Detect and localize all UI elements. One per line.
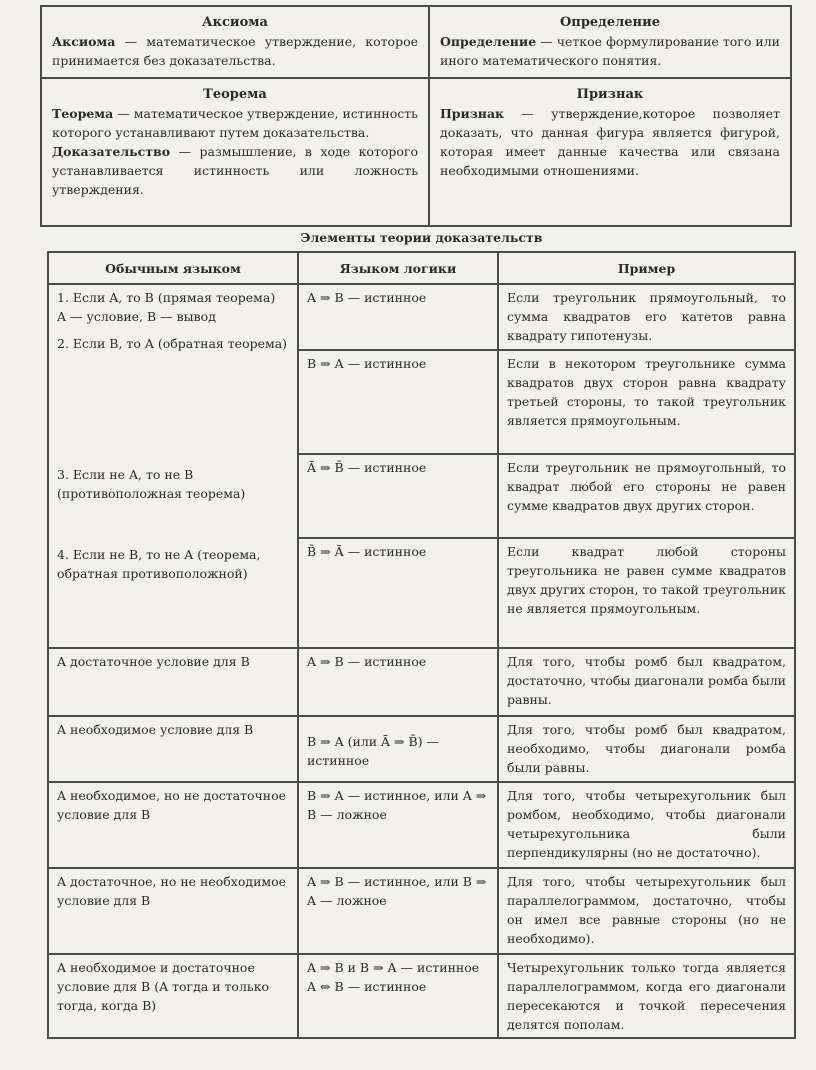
- proof-table-title: Элементы теории доказательств: [300, 230, 543, 245]
- table-row: [48, 454, 795, 538]
- table-row: [48, 284, 795, 350]
- axiom-term: Аксиома: [52, 34, 116, 49]
- header-logic: Языком логики: [298, 252, 498, 284]
- logic-cell: A ⇒ B — истинное: [298, 648, 498, 716]
- sign-term: Признак: [440, 106, 505, 121]
- sign-title: Признак: [576, 87, 644, 102]
- logic-cell: A ⇒ B — истинное, или B ⇒ A — ложное: [298, 868, 498, 954]
- definitions-right-column: [430, 7, 790, 225]
- plain-cell: A достаточное условие для B: [48, 648, 298, 716]
- theorem-title: Теорема: [203, 87, 267, 102]
- sign-text: Признак — утверждение,которое позволяет доказать, что данная фигура является фигурой, которая имеет данные качества или связана необходимыми отношениями.: [440, 106, 780, 178]
- definition-cell: [430, 7, 790, 79]
- axiom-text: Аксиома — математическое утверждение, которое принимается без доказательства.: [52, 34, 418, 68]
- example-cell: Для того, чтобы четырехугольник был параллелограммом, достаточно, чтобы он имел все равные стороны (но не необходимо).: [498, 868, 795, 954]
- example-cell: Для того, чтобы четырехугольник был ромбом, необходимо, чтобы диагонали четырехугольника были перпендикулярны (но не достаточно).: [498, 782, 795, 868]
- logic-cell: B ⇒ A (или Ā ⇒ B̄) — истинное: [298, 716, 498, 782]
- definition-text: Определение — четкое формулирование того или иного математического понятия.: [440, 34, 780, 68]
- proof-term: Доказательство: [52, 144, 171, 159]
- table-row: [48, 868, 795, 954]
- logic-cell: A ⇒ B — истинное: [298, 284, 498, 350]
- proof-text: Доказательство — размышление, в ходе которого устанавливается истинность или ложность утверждения.: [52, 144, 418, 197]
- proof-table: [47, 251, 796, 1039]
- example-cell: Для того, чтобы ромб был квадратом, достаточно, чтобы диагонали ромба были равны.: [498, 648, 795, 716]
- logic-cell: Ā ⇒ B̄ — истинное: [298, 454, 498, 538]
- example-cell: Четырехугольник только тогда является параллелограммом, когда его диагонали пересекаются и точкой пересечения делятся пополам.: [498, 954, 795, 1038]
- example-cell: Если в некотором треугольнике сумма квадратов двух сторон равна квадрату третьей стороны, то такой треугольник является прямоугольным.: [498, 350, 795, 454]
- plain-cell: 3. Если не A, то не B (противоположная теорема) 4. Если не B, то не A (теорема, обратная противоположной): [48, 454, 298, 648]
- theorem-term: Теорема: [52, 106, 114, 121]
- sign-cell: [430, 79, 790, 184]
- table-row: [48, 648, 795, 716]
- logic-cell: B̄ ⇒ Ā — истинное: [298, 538, 498, 648]
- header-example: Пример: [498, 252, 795, 284]
- example-cell: Для того, чтобы ромб был квадратом, необходимо, чтобы диагонали ромба были равны.: [498, 716, 795, 782]
- theorem-cell: [42, 79, 428, 203]
- logic-cell: B ⇒ A — истинное: [298, 350, 498, 454]
- axiom-title: Аксиома: [202, 15, 268, 30]
- definition-title: Определение: [559, 15, 660, 30]
- definition-term: Определение: [440, 34, 537, 49]
- logic-cell: B ⇒ A — истинное, или A ⇒ B — ложное: [298, 782, 498, 868]
- theorem-text: Теорема — математическое утверждение, истинность которого устанавливают путем доказательства.: [52, 106, 418, 140]
- table-row: [48, 954, 795, 1038]
- header-plain: Обычным языком: [48, 252, 298, 284]
- plain-cell: A достаточное, но не необходимое условие для B: [48, 868, 298, 954]
- axiom-cell: [42, 7, 428, 79]
- table-header-row: [48, 252, 795, 284]
- table-row: [48, 716, 795, 782]
- example-cell: Если треугольник прямоугольный, то сумма квадратов его катетов равна квадрату гипотенузы.: [498, 284, 795, 350]
- table-row: [48, 782, 795, 868]
- plain-cell: A необходимое, но не достаточное условие для B: [48, 782, 298, 868]
- example-cell: Если треугольник не прямоугольный, то квадрат любой его стороны не равен сумме квадратов двух других сторон.: [498, 454, 795, 538]
- plain-cell: A необходимое условие для B: [48, 716, 298, 782]
- logic-cell: A ⇒ B и B ⇒ A — истинное A ⇔ B — истинное: [298, 954, 498, 1038]
- definitions-box: [40, 5, 792, 227]
- definitions-left-column: [42, 7, 430, 225]
- plain-cell: 1. Если A, то B (прямая теорема) A — условие, B — вывод 2. Если B, то A (обратная теорема): [48, 284, 298, 454]
- example-cell: Если квадрат любой стороны треугольника не равен сумме квадратов двух других сторон, то такой треугольник не является прямоугольным.: [498, 538, 795, 648]
- plain-cell: A необходимое и достаточное условие для B (A тогда и только тогда, когда B): [48, 954, 298, 1038]
